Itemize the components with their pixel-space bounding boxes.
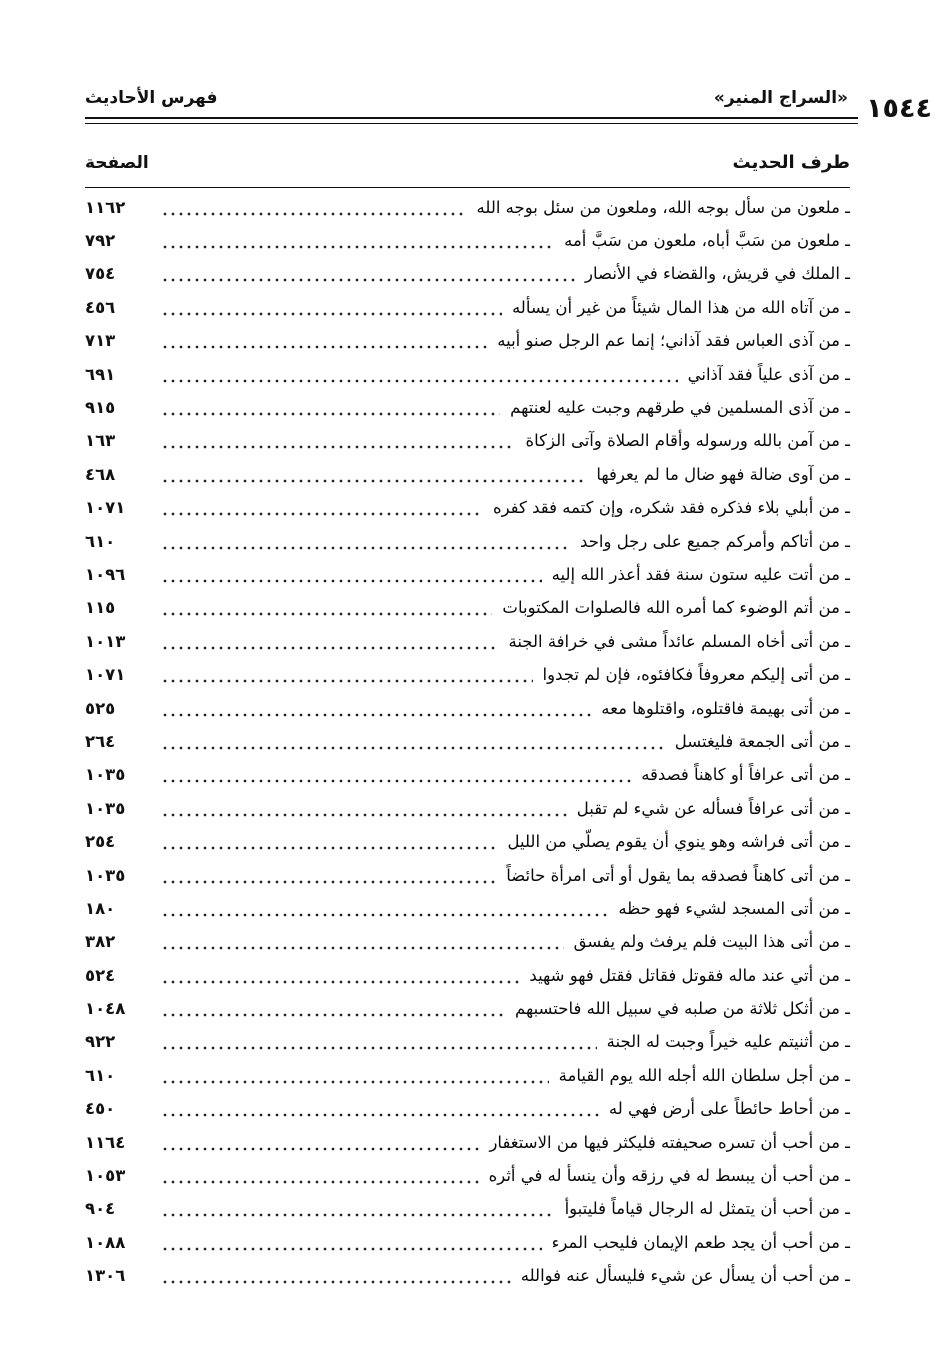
hadith-incipit: ـ الملك في قريش، والقضاء في الأنصار bbox=[585, 264, 850, 284]
dot-leader bbox=[161, 880, 496, 884]
index-entry bbox=[85, 425, 850, 458]
page-reference: ٧١٣ bbox=[85, 331, 116, 351]
index-entry bbox=[85, 892, 850, 925]
page-reference: ٩٢٢ bbox=[85, 1032, 116, 1052]
column-header-rule bbox=[85, 187, 850, 188]
index-list bbox=[85, 191, 850, 1293]
hadith-incipit: ـ من آتاه الله من هذا المال شيئاً من غير أن يسأله bbox=[511, 297, 850, 317]
dot-leader bbox=[161, 846, 497, 850]
page-reference: ٥٢٥ bbox=[85, 698, 116, 718]
hadith-incipit: ـ من أتى عرافاً أو كاهناً فصدقه bbox=[641, 765, 850, 785]
page-reference: ١٠٥٣ bbox=[85, 1166, 126, 1186]
page-reference: ٤٥٠ bbox=[85, 1099, 116, 1119]
index-entry bbox=[85, 1093, 850, 1126]
hadith-incipit: ـ من أجل سلطان الله أجله الله يوم القيامة bbox=[558, 1065, 850, 1085]
hadith-incipit: ـ من أتى أخاه المسلم عائداً مشى في خرافة الجنة bbox=[508, 631, 850, 651]
hadith-incipit: ـ من أثنيتم عليه خيراً وجبت له الجنة bbox=[606, 1032, 850, 1052]
page-reference: ١١٥ bbox=[85, 598, 116, 618]
index-entry bbox=[85, 1126, 850, 1159]
index-entry bbox=[85, 658, 850, 691]
page-reference: ١٨٠ bbox=[85, 898, 116, 918]
column-header-page: الصفحة bbox=[85, 153, 149, 173]
header-double-rule bbox=[85, 117, 858, 124]
page-reference: ٦٩١ bbox=[85, 364, 116, 384]
hadith-incipit: ـ من آمن بالله ورسوله وأقام الصلاة وآتى الزكاة bbox=[525, 431, 850, 451]
book-title: «السراج المنير» bbox=[713, 88, 848, 108]
index-entry bbox=[85, 191, 850, 224]
page-reference: ١١٦٢ bbox=[85, 197, 126, 217]
hadith-incipit: ـ من أتم الوضوء كما أمره الله فالصلوات المكتوبات bbox=[502, 598, 850, 618]
index-entry bbox=[85, 558, 850, 591]
page-reference: ١٠٣٥ bbox=[85, 798, 126, 818]
dot-leader bbox=[161, 245, 554, 249]
hadith-incipit: ـ من أحب أن يتمثل له الرجال قياماً فليتبوأ bbox=[564, 1199, 850, 1219]
page-reference: ٣٨٢ bbox=[85, 932, 116, 952]
index-entry bbox=[85, 1193, 850, 1226]
page-reference: ٢٥٤ bbox=[85, 832, 116, 852]
index-entry bbox=[85, 825, 850, 858]
index-entry bbox=[85, 492, 850, 525]
page-reference: ٤٦٨ bbox=[85, 464, 116, 484]
page-reference: ١٠١٣ bbox=[85, 631, 126, 651]
hadith-incipit: ـ من أتى هذا البيت فلم يرفث ولم يفسق bbox=[573, 932, 850, 952]
hadith-incipit: ـ من آذى العباس فقد آذاني؛ إنما عم الرجل صنو أبيه bbox=[497, 331, 850, 351]
hadith-incipit: ـ من أبلي بلاء فذكره فقد شكره، وإن كتمه فقد كفره bbox=[492, 498, 850, 518]
dot-leader bbox=[161, 679, 533, 683]
hadith-incipit: ـ من أتى كاهناً فصدقه بما يقول أو أتى امرأة حائضاً bbox=[506, 865, 850, 885]
hadith-incipit: ـ من أتت عليه ستون سنة فقد أعذر الله إليه bbox=[551, 564, 850, 584]
index-entry bbox=[85, 625, 850, 658]
hadith-incipit: ـ من آذى علياً فقد آذاني bbox=[687, 364, 850, 384]
index-entry bbox=[85, 792, 850, 825]
dot-leader bbox=[161, 813, 567, 817]
hadith-incipit: ـ من أتى إليكم معروفاً فكافئوه، فإن لم تجدوا bbox=[542, 665, 850, 685]
dot-leader bbox=[161, 212, 467, 216]
index-entry bbox=[85, 525, 850, 558]
hadith-incipit: ـ من أحب أن يبسط له في رزقه وأن ينسأ له في أثره bbox=[488, 1166, 850, 1186]
dot-leader bbox=[161, 479, 586, 483]
index-entry bbox=[85, 358, 850, 391]
index-entry bbox=[85, 1159, 850, 1192]
dot-leader bbox=[161, 312, 502, 316]
page-number-label: ١٥٤٤ bbox=[866, 93, 932, 124]
page-reference: ٩٠٤ bbox=[85, 1199, 116, 1219]
index-entry bbox=[85, 725, 850, 758]
hadith-incipit: ـ من أتى الجمعة فليغتسل bbox=[674, 731, 850, 751]
dot-leader bbox=[161, 579, 542, 583]
index-entry bbox=[85, 992, 850, 1025]
hadith-incipit: ـ من أحب أن يسأل عن شيء فليسأل عنه فوالله bbox=[520, 1266, 850, 1286]
dot-leader bbox=[161, 1080, 549, 1084]
section-title: فهرس الأحاديث bbox=[85, 88, 218, 108]
index-entry bbox=[85, 1260, 850, 1293]
page-reference: ١٠٤٨ bbox=[85, 999, 126, 1019]
index-entry bbox=[85, 224, 850, 257]
index-entry bbox=[85, 291, 850, 324]
dot-leader bbox=[161, 412, 500, 416]
page-reference: ٧٥٤ bbox=[85, 264, 116, 284]
page-reference: ٦١٠ bbox=[85, 531, 116, 551]
dot-leader bbox=[161, 512, 483, 516]
dot-leader bbox=[161, 1046, 597, 1050]
dot-leader bbox=[161, 1113, 599, 1117]
dot-leader bbox=[161, 379, 678, 383]
dot-leader bbox=[161, 746, 665, 750]
page-reference: ١٠٧١ bbox=[85, 665, 126, 685]
page-reference: ١٣٠٦ bbox=[85, 1266, 126, 1286]
hadith-incipit: ـ من أتى عرافاً فسأله عن شيء لم تقبل bbox=[576, 798, 850, 818]
page-reference: ٤٥٦ bbox=[85, 297, 116, 317]
page-reference: ٦١٠ bbox=[85, 1065, 116, 1085]
hadith-incipit: ـ من أحب أن يجد طعم الإيمان فليحب المرء bbox=[551, 1232, 850, 1252]
page-reference: ١٠٨٨ bbox=[85, 1232, 126, 1252]
hadith-incipit: ـ من أحاط حائطاً على أرض فهي له bbox=[608, 1099, 850, 1119]
index-entry bbox=[85, 926, 850, 959]
dot-leader bbox=[161, 345, 487, 349]
index-entry bbox=[85, 592, 850, 625]
index-entry bbox=[85, 325, 850, 358]
dot-leader bbox=[161, 646, 498, 650]
page-reference: ١٠٩٦ bbox=[85, 564, 126, 584]
index-entry bbox=[85, 391, 850, 424]
column-header-hadith: طرف الحديث bbox=[732, 152, 850, 173]
page-reference: ١٠٣٥ bbox=[85, 865, 126, 885]
dot-leader bbox=[161, 1013, 505, 1017]
index-entry bbox=[85, 258, 850, 291]
dot-leader bbox=[161, 1180, 479, 1184]
index-entry bbox=[85, 1226, 850, 1259]
dot-leader bbox=[161, 1147, 479, 1151]
dot-leader bbox=[161, 980, 519, 984]
dot-leader bbox=[161, 713, 591, 717]
hadith-incipit: ـ من أحب أن تسره صحيفته فليكثر فيها من الاستغفار bbox=[489, 1132, 850, 1152]
page-reference: ٢٦٤ bbox=[85, 731, 116, 751]
page-reference: ٧٩٢ bbox=[85, 231, 116, 251]
hadith-incipit: ـ ملعون من سَبَّ أباه، ملعون من سَبَّ أمه bbox=[564, 231, 850, 251]
page-reference: ١٠٣٥ bbox=[85, 765, 126, 785]
hadith-incipit: ـ من أثكل ثلاثة من صلبه في سبيل الله فاحتسبهم bbox=[514, 999, 850, 1019]
dot-leader bbox=[161, 946, 564, 950]
dot-leader bbox=[161, 445, 515, 449]
dot-leader bbox=[161, 1213, 555, 1217]
index-entry bbox=[85, 959, 850, 992]
dot-leader bbox=[161, 612, 492, 616]
hadith-incipit: ـ من أتى المسجد لشيء فهو حظه bbox=[618, 898, 850, 918]
index-entry bbox=[85, 859, 850, 892]
dot-leader bbox=[161, 913, 608, 917]
page-reference: ١١٦٤ bbox=[85, 1132, 126, 1152]
page-reference: ١٦٣ bbox=[85, 431, 116, 451]
hadith-incipit: ـ من أتاكم وأمركم جميع على رجل واحد bbox=[580, 531, 850, 551]
dot-leader bbox=[161, 546, 570, 550]
index-entry bbox=[85, 1026, 850, 1059]
dot-leader bbox=[161, 1280, 511, 1284]
hadith-incipit: ـ ملعون من سأل بوجه الله، وملعون من سئل بوجه الله bbox=[476, 197, 850, 217]
page-reference: ١٠٧١ bbox=[85, 498, 126, 518]
index-entry bbox=[85, 759, 850, 792]
hadith-incipit: ـ من أتى فراشه وهو ينوي أن يقوم يصلّي من الليل bbox=[507, 832, 850, 852]
hadith-incipit: ـ من آوى ضالة فهو ضال ما لم يعرفها bbox=[596, 464, 850, 484]
index-entry bbox=[85, 458, 850, 491]
hadith-incipit: ـ من أتى بهيمة فاقتلوه، واقتلوها معه bbox=[601, 698, 850, 718]
hadith-incipit: ـ من أتي عند ماله فقوتل فقاتل فقتل فهو شهيد bbox=[529, 965, 850, 985]
dot-leader bbox=[161, 278, 575, 282]
page-reference: ٥٢٤ bbox=[85, 965, 116, 985]
dot-leader bbox=[161, 1247, 542, 1251]
dot-leader bbox=[161, 779, 631, 783]
page-reference: ٩١٥ bbox=[85, 398, 116, 418]
index-entry bbox=[85, 692, 850, 725]
index-entry bbox=[85, 1059, 850, 1092]
hadith-incipit: ـ من آذى المسلمين في طرقهم وجبت عليه لعنتهم bbox=[510, 398, 850, 418]
